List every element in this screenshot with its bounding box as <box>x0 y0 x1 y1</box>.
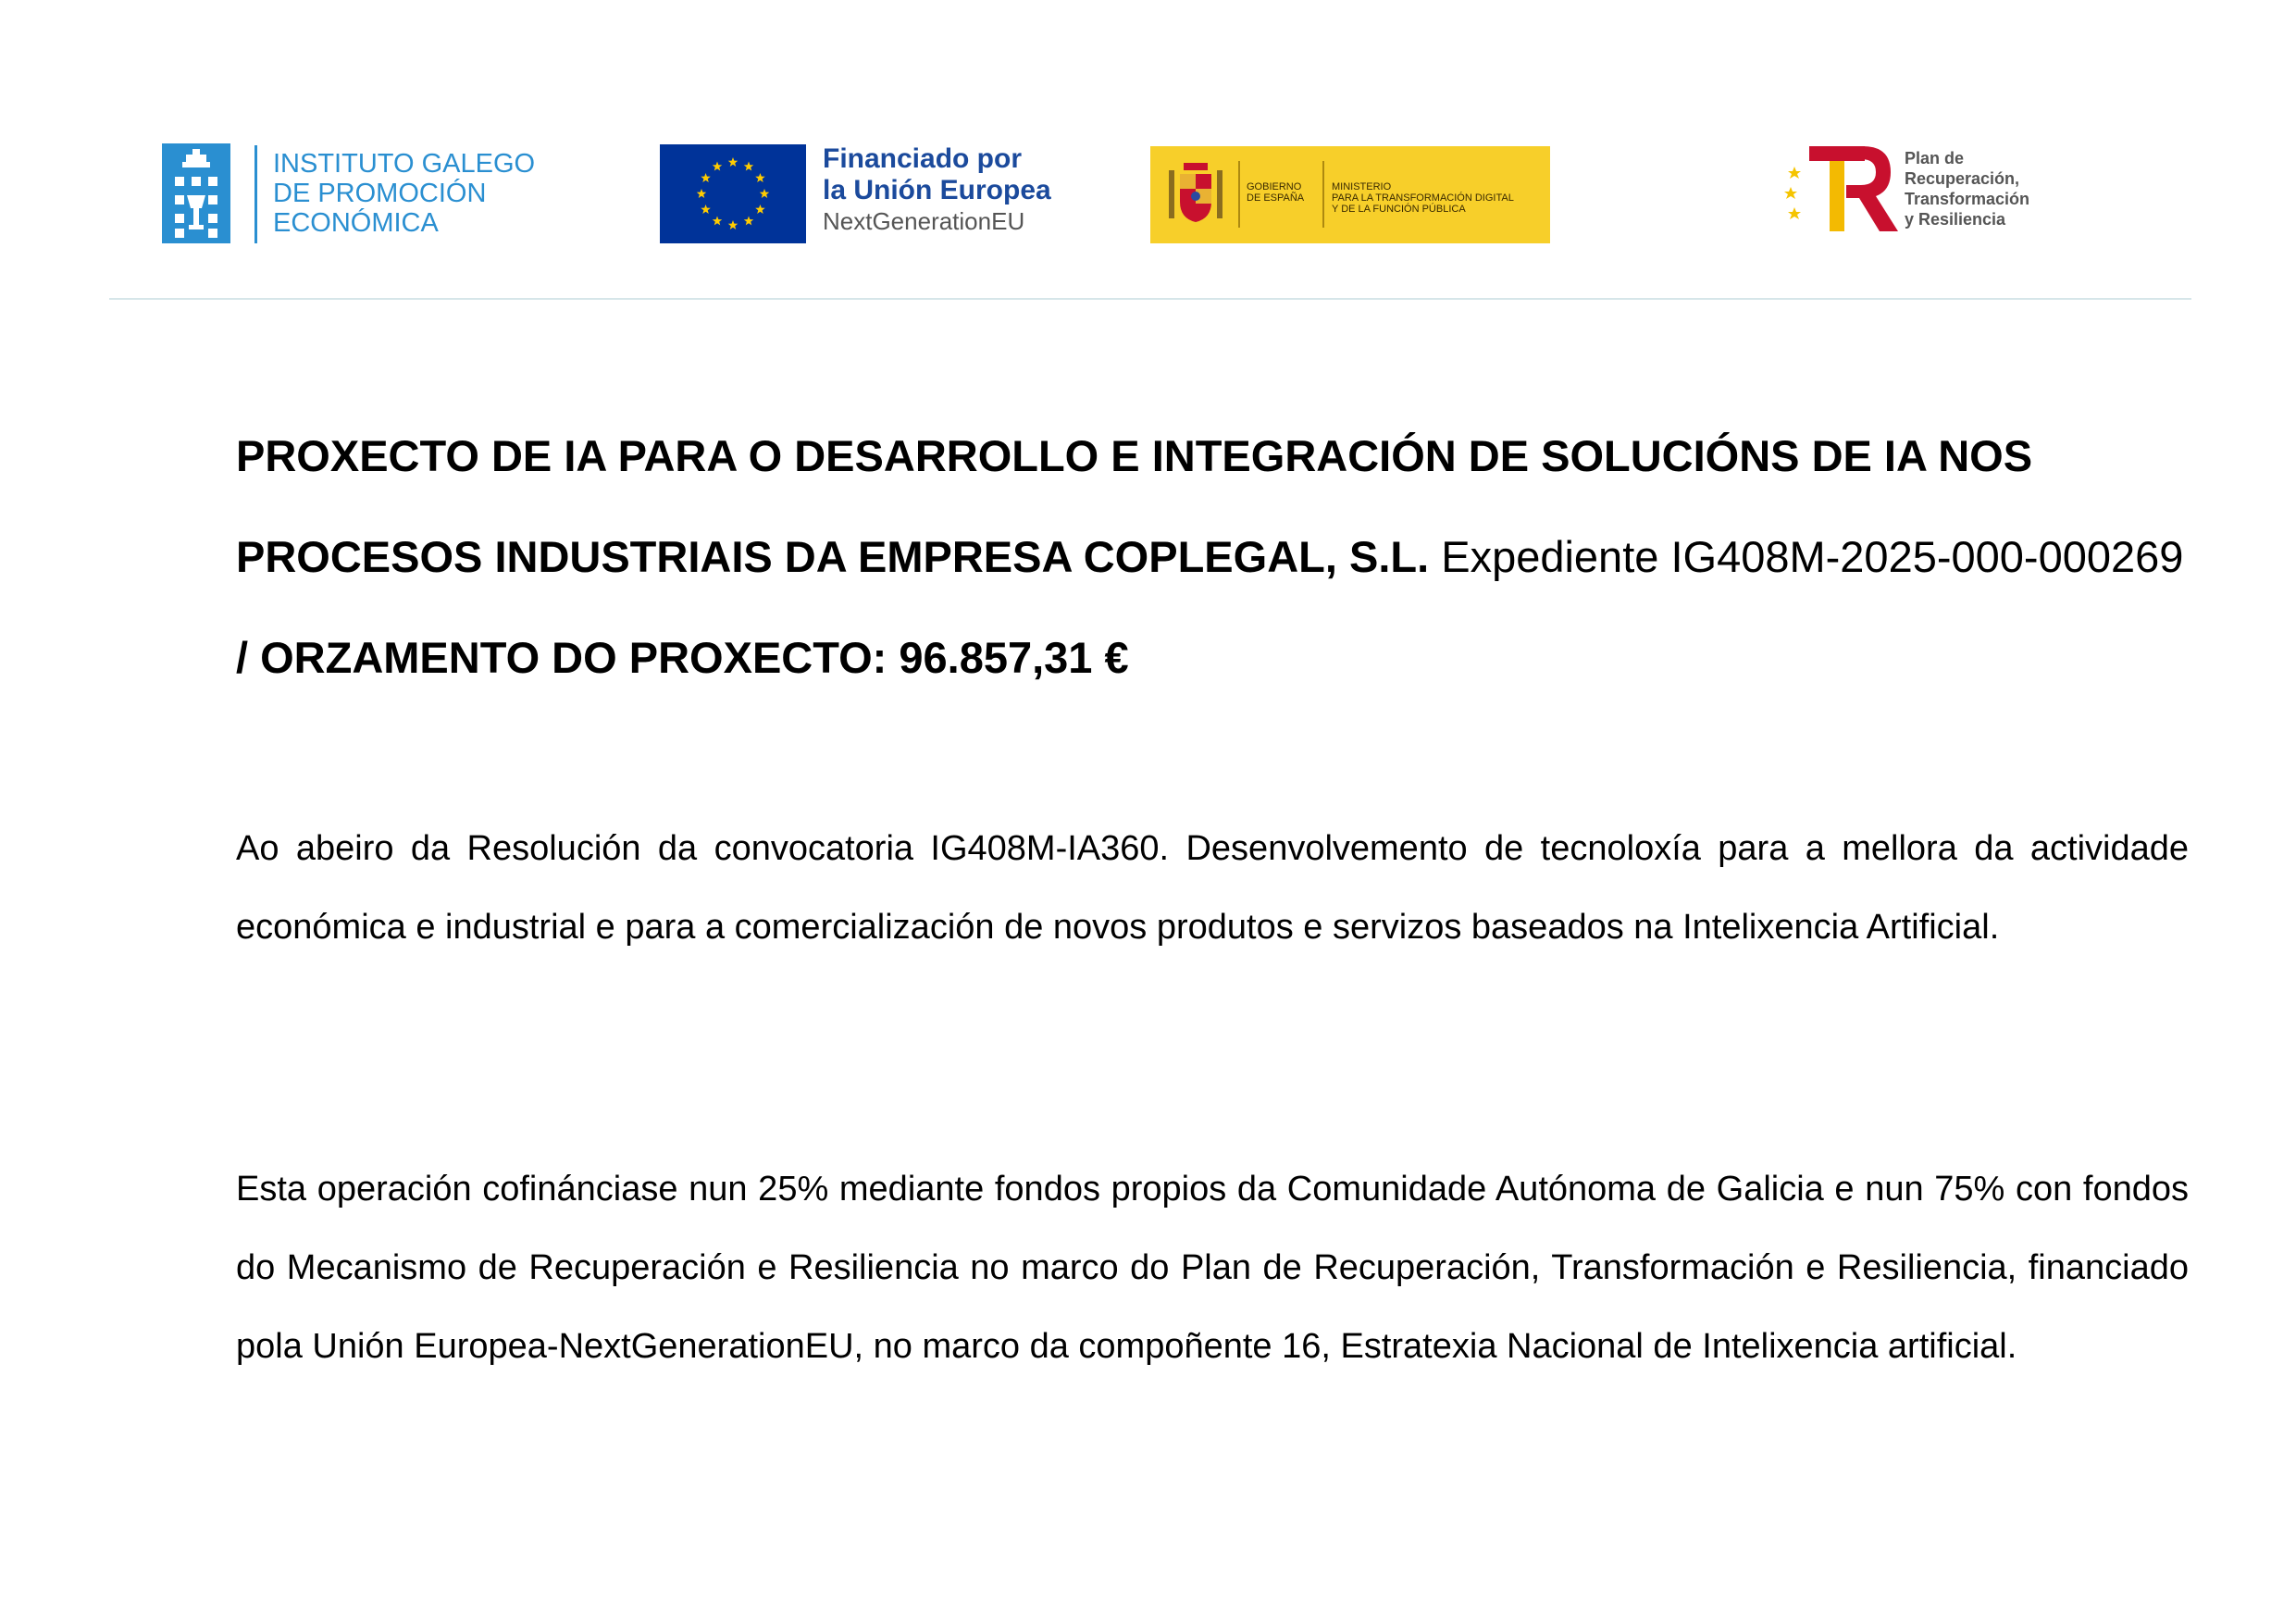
eu-star-icon <box>697 189 706 198</box>
prtr-line1: Plan de <box>1905 149 1965 167</box>
prtr-line3: Transformación <box>1905 190 2030 208</box>
igape-text <box>273 149 535 238</box>
spain-coat-of-arms-icon <box>1163 157 1228 231</box>
eu-star-icon <box>701 205 710 214</box>
eu-star-icon <box>728 157 738 167</box>
eu-flag-icon <box>660 144 806 243</box>
igape-logo <box>162 143 551 245</box>
eu-star-icon <box>713 162 722 171</box>
project-title <box>236 405 2189 708</box>
gob-right-line1: MINISTERIO <box>1332 181 1392 192</box>
prtr-emblem-icon <box>1781 139 1902 241</box>
eu-star-icon <box>755 173 764 182</box>
eu-line2: la Unión Europea <box>823 175 1051 205</box>
resolution-paragraph: Ao abeiro da Resolución da convocatoria IG408M-IA360. Desenvolvemento de tecnoloxía para a mellora da actividade económica e industrial e para a comercialización de novos produtos e servizos baseados na Intelixencia Artificial. <box>236 829 2189 947</box>
funding-paragraph: Esta operación cofinánciase nun 25% mediante fondos propios da Comunidade Autónoma de Galicia e nun 75% con fondos do Mecanismo de Recuperación e Resiliencia no marco do Plan de Recuperación, Transformación e Resiliencia, financiado pola Unión Europea-NextGenerationEU, no marco da compoñente 16, Estratexia Nacional de Intelixencia artificial. <box>236 1170 2189 1366</box>
igape-divider <box>254 145 257 243</box>
eu-star-icon <box>713 216 722 225</box>
prtr-logo <box>1781 139 2059 241</box>
gobierno-espana-logo <box>1150 146 1550 243</box>
galicia-shield-icon <box>162 143 230 243</box>
igape-line3: ECONÓMICA <box>273 208 439 238</box>
eu-line3: NextGenerationEU <box>823 207 1025 235</box>
gob-left-line1: GOBIERNO <box>1247 181 1302 192</box>
eu-star-icon <box>760 189 769 198</box>
igape-line2: DE PROMOCIÓN <box>273 179 487 208</box>
title-expediente: Expediente IG408M-2025-000-000269 <box>1429 532 2184 581</box>
gob-right-line2: PARA LA TRANSFORMACIÓN DIGITAL <box>1332 192 1514 204</box>
prtr-line4: y Resiliencia <box>1905 210 2006 229</box>
eu-star-icon <box>755 205 764 214</box>
igape-line1: INSTITUTO GALEGO <box>273 149 536 179</box>
eu-star-icon <box>744 216 753 225</box>
gob-right-line3: Y DE LA FUNCIÓN PÚBLICA <box>1332 204 1466 215</box>
title-budget: / ORZAMENTO DO PROXECTO: 96.857,31 € <box>236 633 1129 682</box>
eu-star-icon <box>744 162 753 171</box>
eu-line1: Financiado por <box>823 143 1023 174</box>
gob-left-line2: DE ESPAÑA <box>1247 192 1305 204</box>
eu-star-icon <box>728 220 738 229</box>
eu-star-icon <box>701 173 710 182</box>
prtr-line2: Recuperación, <box>1905 169 2020 188</box>
eu-funding-logo <box>660 143 1095 245</box>
header-divider <box>109 298 2191 300</box>
title-bold-part: PROXECTO DE IA PARA O DESARROLLO E INTEGRACIÓN DE SOLUCIÓNS DE IA NOS PROCESOS INDUSTRIAIS DA EMPRESA COPLEGAL, S.L. <box>236 431 2033 581</box>
